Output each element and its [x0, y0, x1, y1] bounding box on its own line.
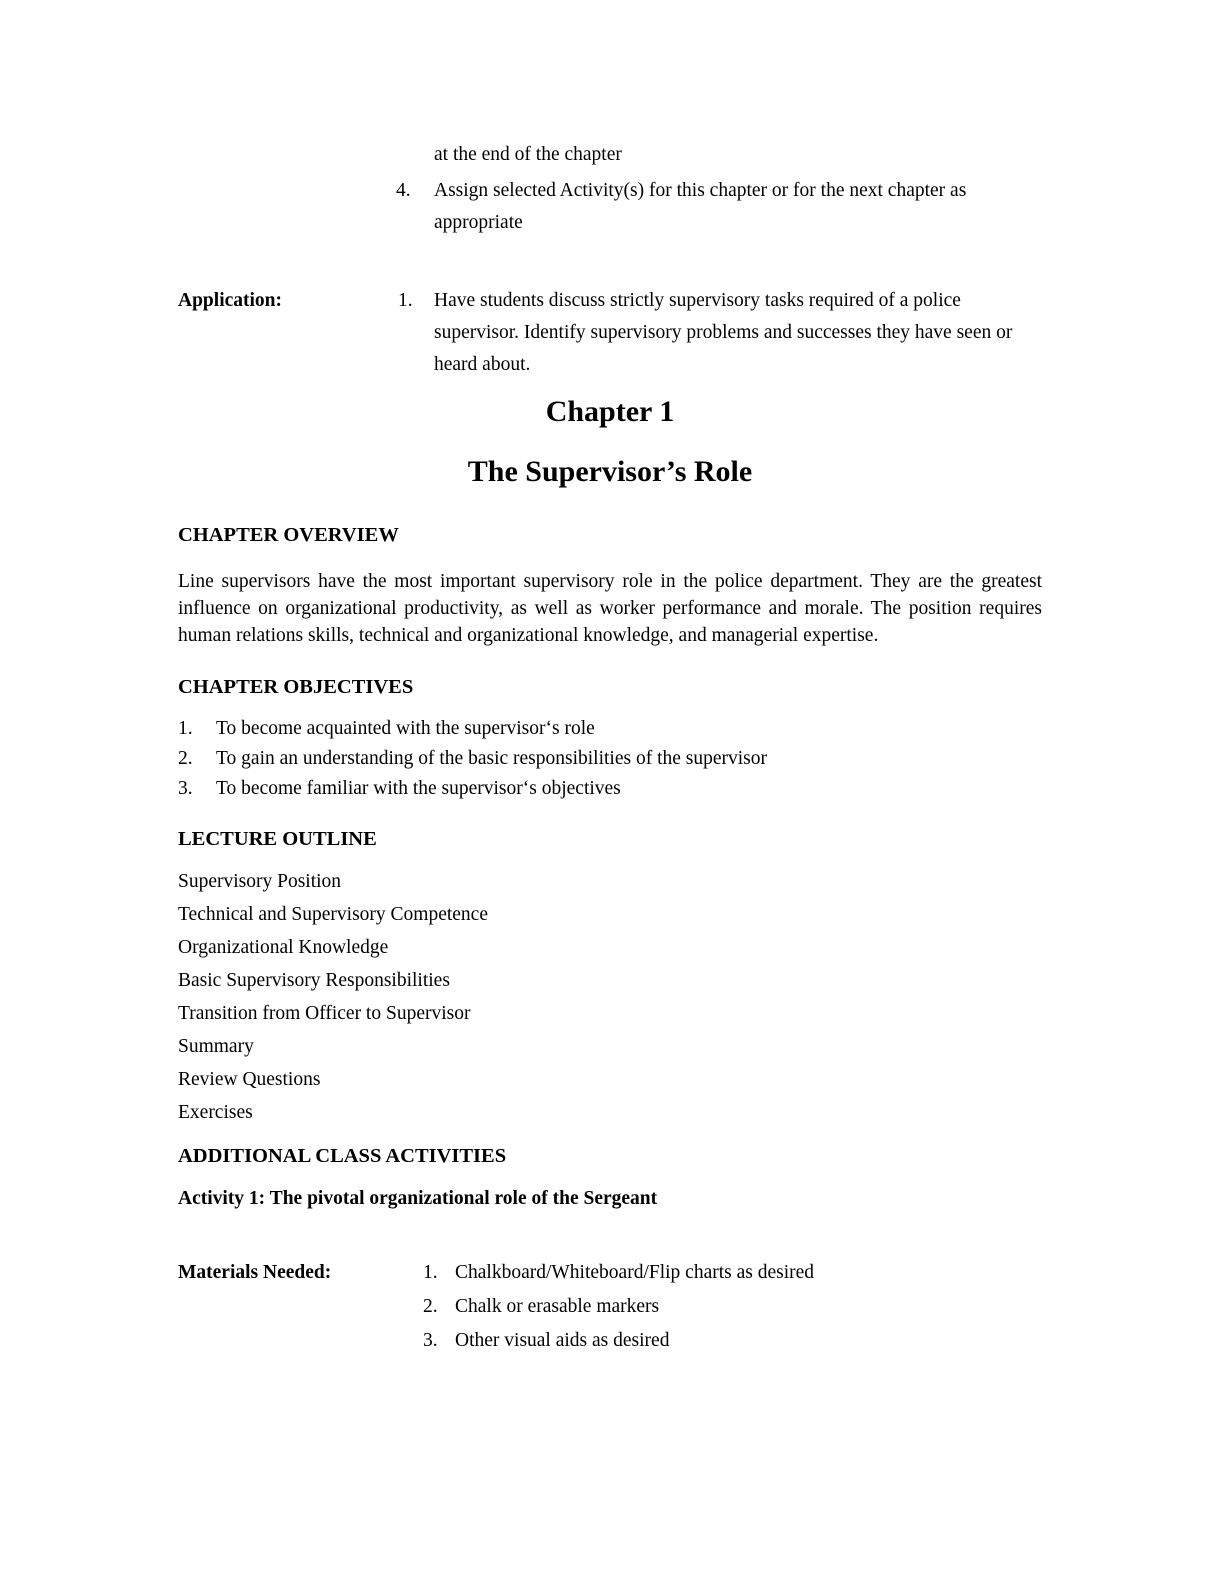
continuation-line: at the end of the chapter	[434, 144, 622, 165]
list-item-text: Chalkboard/Whiteboard/Flip charts as desired	[455, 1262, 815, 1283]
materials-label: Materials Needed:	[178, 1262, 332, 1283]
list-item-number: 2.	[178, 748, 193, 769]
list-item-number: 2.	[423, 1296, 438, 1317]
outline-item: Summary	[178, 1036, 254, 1057]
lecture-outline-heading: LECTURE OUTLINE	[178, 828, 377, 850]
chapter-subtitle: The Supervisor’s Role	[467, 455, 753, 488]
application-label: Application:	[178, 290, 283, 311]
list-item-number: 3.	[423, 1330, 438, 1351]
list-item-text: To become familiar with the supervisor‘s objectives	[216, 778, 621, 799]
list-item-number: 4.	[396, 180, 411, 201]
outline-item: Supervisory Position	[178, 871, 342, 892]
objective-item	[178, 745, 1042, 772]
list-item-text: To become acquainted with the supervisor‘s role	[216, 718, 595, 739]
outline-item: Exercises	[178, 1102, 253, 1123]
list-item-text: To gain an understanding of the basic responsibilities of the supervisor	[216, 748, 768, 769]
application-section	[178, 285, 1042, 381]
objective-item	[178, 775, 1042, 802]
outline-item: Review Questions	[178, 1069, 321, 1090]
activities-heading: ADDITIONAL CLASS ACTIVITIES	[178, 1145, 507, 1167]
objective-item	[178, 715, 1042, 742]
list-item-text: Other visual aids as desired	[455, 1330, 670, 1351]
list-item-number: 1.	[178, 718, 193, 739]
outline-item: Basic Supervisory Responsibilities	[178, 970, 450, 991]
application-item-1	[398, 285, 1020, 381]
overview-heading: CHAPTER OVERVIEW	[178, 524, 399, 546]
outline-item: Technical and Supervisory Competence	[178, 904, 488, 925]
material-item	[423, 1327, 814, 1354]
material-item	[423, 1293, 814, 1320]
outline-item: Organizational Knowledge	[178, 937, 389, 958]
overview-paragraph: Line supervisors have the most important supervisory role in the police department. They are the greatest influence on organizational productivity, as well as worker performance and morale. The position requires human relations skills, technical and organizational knowledge, and managerial expertise.	[178, 571, 1042, 646]
materials-section	[178, 1259, 1042, 1361]
lecture-outline-list	[178, 868, 1042, 1126]
material-item	[423, 1259, 814, 1286]
numbered-item-4	[396, 175, 1042, 239]
materials-list	[423, 1259, 814, 1361]
list-item-text: Have students discuss strictly supervisory tasks required of a police supervisor. Identify supervisory problems and successes they have seen or heard about.	[434, 290, 1013, 375]
activity-title: Activity 1: The pivotal organizational role of the Sergeant	[178, 1188, 658, 1209]
outline-item: Transition from Officer to Supervisor	[178, 1003, 471, 1024]
list-item-number: 3.	[178, 778, 193, 799]
objectives-list	[178, 715, 1042, 802]
chapter-title: Chapter 1	[545, 395, 675, 428]
list-item-number: 1.	[398, 290, 413, 311]
list-item-text: Chalk or erasable markers	[455, 1296, 660, 1317]
objectives-heading: CHAPTER OBJECTIVES	[178, 676, 414, 698]
list-item-text: Assign selected Activity(s) for this chapter or for the next chapter as appropriate	[434, 180, 967, 233]
list-item-number: 1.	[423, 1262, 438, 1283]
